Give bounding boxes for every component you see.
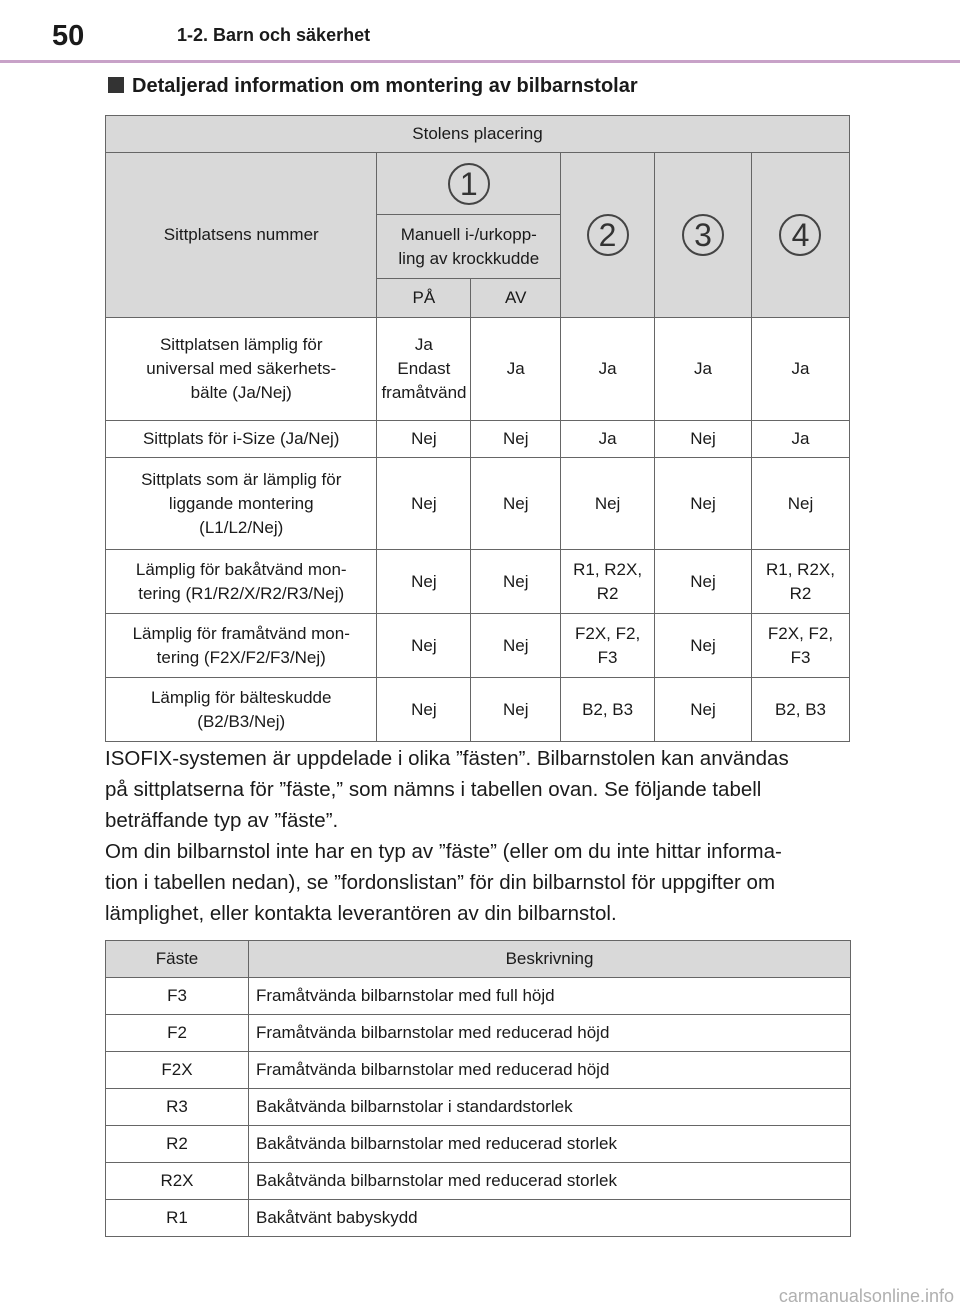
seat-3-value: Nej: [655, 678, 752, 742]
faste-table-row: [106, 1163, 851, 1200]
seat-3-value: Nej: [655, 421, 752, 458]
row-label-line: universal med säkerhets-: [146, 359, 337, 378]
seat-2-value: Ja: [561, 421, 655, 458]
seat-2-value: B2, B3: [561, 678, 655, 742]
seat-table-row: [106, 614, 850, 678]
faste-code: F3: [106, 978, 249, 1015]
row-label: [106, 421, 377, 458]
body-text-line: på sittplatserna för ”fäste,” som nämns i tabellen ovan. Se följande tabell: [105, 778, 762, 801]
faste-description: Bakåtvända bilbarnstolar i standardstorlek: [249, 1089, 851, 1126]
faste-table: [105, 940, 851, 1237]
seat-4-value: Nej: [751, 458, 849, 550]
seat-4-value-line: R1, R2X,: [765, 559, 835, 579]
seat-table-row: [106, 421, 850, 458]
airbag-on-value: [377, 614, 471, 678]
row-label-line: Lämplig för bälteskudde: [150, 687, 332, 707]
airbag-label-line: Manuell i-/urkopp-: [400, 224, 537, 244]
seat-table-row: [106, 458, 850, 550]
airbag-on-value-line: Nej: [411, 571, 437, 591]
airbag-on-value-line: Ja: [414, 335, 433, 354]
row-label: [106, 318, 377, 421]
faste-table-row: [106, 1200, 851, 1237]
faste-table-row: [106, 1126, 851, 1163]
airbag-on-value-line: Nej: [411, 429, 437, 448]
seat-4-value-line: R2: [789, 583, 812, 603]
seat-4-value-line: F2X, F2,: [767, 623, 834, 643]
seat-3-value: Nej: [655, 550, 752, 614]
airbag-off-label: AV: [471, 279, 561, 318]
seat-table-body: [106, 318, 850, 742]
seat-4-value: [751, 614, 849, 678]
seat-3-value: Ja: [655, 318, 752, 421]
airbag-off-value: Nej: [471, 550, 561, 614]
seat-4-cell: [751, 153, 849, 318]
body-text-line: tion i tabellen nedan), se ”fordonslistan” för din bilbarnstol för uppgifter om: [105, 871, 776, 894]
faste-description: Bakåtvänt babyskydd: [249, 1200, 851, 1237]
seat-table-row: [106, 318, 850, 421]
seat-2-value-line: R1, R2X,: [573, 559, 643, 579]
airbag-on-value-line: Nej: [411, 635, 437, 655]
airbag-label: [377, 215, 561, 279]
airbag-on-value-line: Nej: [411, 699, 437, 719]
faste-code: F2X: [106, 1052, 249, 1089]
seat-2-value: Ja: [561, 318, 655, 421]
seat-table: [105, 115, 850, 742]
seat-4-value-line: F3: [790, 647, 811, 667]
seat-number-1: 1: [448, 163, 490, 205]
body-text-line: Om din bilbarnstol inte har en typ av ”fäste” (eller om du inte hittar informa-: [105, 840, 782, 863]
airbag-on-value: [377, 458, 471, 550]
square-bullet-icon: [108, 77, 124, 93]
row-label-line: bälte (Ja/Nej): [190, 383, 292, 402]
seat-table-row: [106, 550, 850, 614]
faste-description: Framåtvända bilbarnstolar med full höjd: [249, 978, 851, 1015]
airbag-label-line: ling av krockkudde: [398, 248, 540, 268]
airbag-on-value-line: Nej: [411, 493, 437, 513]
faste-code: R2X: [106, 1163, 249, 1200]
airbag-on-value: [377, 318, 471, 421]
airbag-on-value: [377, 550, 471, 614]
seat-2-value-line: F2X, F2,: [574, 623, 641, 643]
airbag-on-value: [377, 421, 471, 458]
seat-2-value: [561, 614, 655, 678]
faste-header: Fäste: [106, 941, 249, 978]
airbag-on-value: [377, 678, 471, 742]
body-text: [105, 743, 865, 929]
section-heading-text: Detaljerad information om montering av bilbarnstolar: [132, 75, 638, 97]
row-label-line: Sittplatsen lämplig för: [159, 335, 323, 354]
faste-table-row: [106, 978, 851, 1015]
page-number: 50: [52, 20, 85, 52]
seat-3-cell: [655, 153, 752, 318]
row-label-line: (L1/L2/Nej): [199, 517, 284, 537]
faste-code: R3: [106, 1089, 249, 1126]
watermark: carmanualsonline.info: [778, 1286, 954, 1306]
placement-header: Stolens placering: [106, 116, 850, 153]
airbag-off-value: Ja: [471, 318, 561, 421]
body-text-line: ISOFIX-systemen är uppdelade i olika ”fästen”. Bilbarnstolen kan användas: [105, 747, 789, 770]
faste-code: R2: [106, 1126, 249, 1163]
airbag-off-value: Nej: [471, 458, 561, 550]
airbag-on-label: PÅ: [377, 279, 471, 318]
seat-table-row: [106, 678, 850, 742]
faste-description: Bakåtvända bilbarnstolar med reducerad storlek: [249, 1126, 851, 1163]
seat-number-3: 3: [682, 214, 724, 256]
seat-3-value: Nej: [655, 614, 752, 678]
header-rule: [0, 60, 960, 63]
airbag-on-value-line: framåtvänd: [381, 383, 467, 402]
row-label: [106, 678, 377, 742]
description-header: Beskrivning: [249, 941, 851, 978]
airbag-on-value-line: Endast: [397, 359, 451, 378]
seat-1-cell: [377, 153, 561, 215]
row-label-line: Sittplats för i-Size (Ja/Nej): [142, 429, 340, 448]
seat-2-value: Nej: [561, 458, 655, 550]
seat-number-label: Sittplatsens nummer: [106, 153, 377, 318]
row-label-line: tering (F2X/F2/F3/Nej): [156, 647, 326, 667]
airbag-off-value: Nej: [471, 614, 561, 678]
body-text-line: beträffande typ av ”fäste”.: [105, 809, 339, 832]
seat-4-value: Ja: [751, 421, 849, 458]
seat-4-value: B2, B3: [751, 678, 849, 742]
faste-description: Framåtvända bilbarnstolar med reducerad höjd: [249, 1052, 851, 1089]
seat-2-value: [561, 550, 655, 614]
faste-description: Framåtvända bilbarnstolar med reducerad höjd: [249, 1015, 851, 1052]
faste-code: R1: [106, 1200, 249, 1237]
faste-table-body: [106, 978, 851, 1237]
faste-code: F2: [106, 1015, 249, 1052]
faste-description: Bakåtvända bilbarnstolar med reducerad storlek: [249, 1163, 851, 1200]
row-label-line: (B2/B3/Nej): [197, 711, 286, 731]
row-label: [106, 458, 377, 550]
seat-number-4: 4: [779, 214, 821, 256]
faste-table-row: [106, 1052, 851, 1089]
airbag-off-value: Nej: [471, 678, 561, 742]
row-label-line: Lämplig för framåtvänd mon-: [132, 623, 350, 643]
row-label: [106, 550, 377, 614]
seat-4-value: [751, 550, 849, 614]
faste-table-row: [106, 1089, 851, 1126]
seat-number-2: 2: [587, 214, 629, 256]
row-label-line: Sittplats som är lämplig för: [141, 469, 342, 489]
seat-4-value: Ja: [751, 318, 849, 421]
row-label-line: tering (R1/R2/X/R2/R3/Nej): [138, 583, 345, 603]
seat-2-value-line: R2: [596, 583, 619, 603]
chapter-title: 1-2. Barn och säkerhet: [177, 25, 371, 45]
seat-3-value: Nej: [655, 458, 752, 550]
airbag-off-value: Nej: [471, 421, 561, 458]
faste-table-row: [106, 1015, 851, 1052]
seat-2-cell: [561, 153, 655, 318]
section-heading: [108, 75, 638, 98]
row-label: [106, 614, 377, 678]
row-label-line: Lämplig för bakåtvänd mon-: [135, 559, 347, 579]
seat-2-value-line: F3: [597, 647, 618, 667]
row-label-line: liggande montering: [168, 493, 314, 513]
body-text-line: lämplighet, eller kontakta leverantören av din bilbarnstol.: [105, 902, 617, 925]
